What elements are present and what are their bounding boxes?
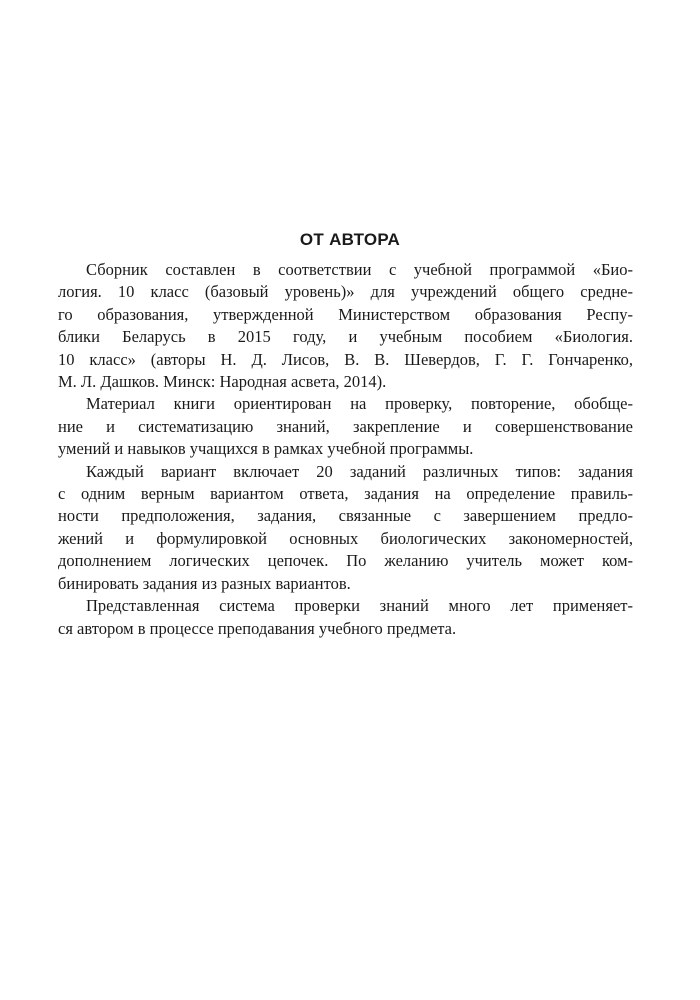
text-line: ся автором в процессе преподавания учебного предмета.	[58, 618, 457, 638]
text-line: дополнением логических цепочек. По желанию учитель может ком-	[58, 551, 633, 571]
text-line: Представленная система проверки знаний много лет применяет-	[86, 596, 633, 616]
text-line: ние и систематизацию знаний, закрепление и совершенствование	[58, 416, 633, 436]
paragraph-3	[58, 461, 633, 595]
paragraph-1	[58, 259, 633, 393]
paragraph-4	[58, 595, 633, 640]
text-line: Сборник составлен в соответствии с учебной программой «Био-	[86, 260, 633, 279]
text-line: Каждый вариант включает 20 заданий различных типов: задания	[86, 461, 633, 481]
text-line: 10 класс» (авторы Н. Д. Лисов, В. В. Шевердов, Г. Г. Гончаренко,	[58, 349, 633, 369]
text-line: М. Л. Дашков. Минск: Народная асвета, 2014).	[58, 372, 387, 392]
body-text	[58, 259, 633, 640]
text-line: с одним верным вариантом ответа, задания на определение правиль-	[58, 484, 633, 504]
text-line: Материал книги ориентирован на проверку, повторение, обобще-	[86, 394, 633, 414]
section-heading: ОТ АВТОРА	[299, 230, 401, 249]
text-line: логия. 10 класс (базовый уровень)» для учреждений общего средне-	[58, 282, 633, 302]
text-line: умений и навыков учащихся в рамках учебной программы.	[58, 439, 474, 459]
text-line: ности предположения, задания, связанные с завершением предло-	[58, 506, 633, 526]
paragraph-2	[58, 393, 633, 460]
text-line: жений и формулировкой основных биологических закономерностей,	[58, 528, 633, 548]
text-line: блики Беларусь в 2015 году, и учебным пособием «Биология.	[58, 327, 633, 347]
text-line: го образования, утвержденной Министерством образования Респу-	[58, 304, 633, 324]
text-line: бинировать задания из разных вариантов.	[58, 573, 351, 593]
